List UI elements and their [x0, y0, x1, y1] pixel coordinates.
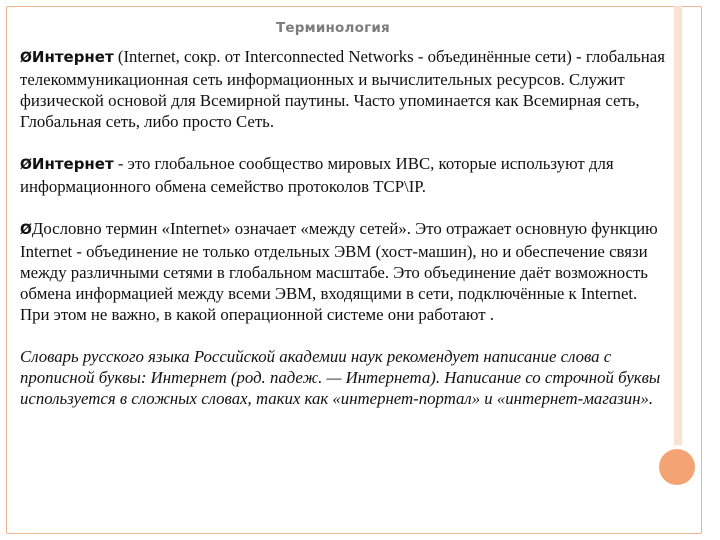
paragraph-text: (Internet, сокр. от Interconnected Networks - объединённые сети) - глобальная телекоммуникационная сеть информационных и вычислительных ресурсов. Служит физической основой для Всемирной паутины. Часто упоминается как Всемирная сеть, Глобальная сеть, либо просто Сеть.: [20, 47, 665, 131]
term-internet: Интернет: [31, 155, 114, 173]
paragraph-internet-meaning: [20, 218, 668, 325]
decorative-dot: [659, 449, 695, 485]
paragraph-text: Дословно термин «Internet» означает «между сетей». Это отражает основную функцию Internet - объединение не только отдельных ЭВМ (хост-машин), но и обеспечение связи между различными сетями в глобальном масштабе. Это объединение даёт возможность обмена информацией между всеми ЭВМ, входящими в сети, подключённые к Internet. При этом не важно, в какой операционной системе они работают .: [20, 219, 658, 324]
paragraph-internet-definition: [20, 46, 668, 132]
bullet-icon: Ø: [20, 157, 32, 173]
slide-title: Терминология: [276, 20, 390, 36]
term-internet: Интернет: [31, 48, 114, 66]
slide-content: [20, 46, 668, 409]
paragraph-dictionary-note: Словарь русского языка Российской академии наук рекомендует написание слова с прописной буквы: Интернет (род. падеж. — Интернета). Написание со строчной буквы используется в сложных словах, таких как «интернет-портал» и «интернет-магазин».: [20, 347, 661, 408]
paragraph-internet-community: [20, 153, 668, 197]
decorative-rail: [674, 6, 682, 456]
paragraph-text: - это глобальное сообщество мировых ИВС, которые используют для информационного обмена семейство протоколов TCP\IP.: [20, 154, 614, 196]
bullet-icon: Ø: [20, 222, 32, 238]
bullet-icon: Ø: [20, 50, 32, 66]
